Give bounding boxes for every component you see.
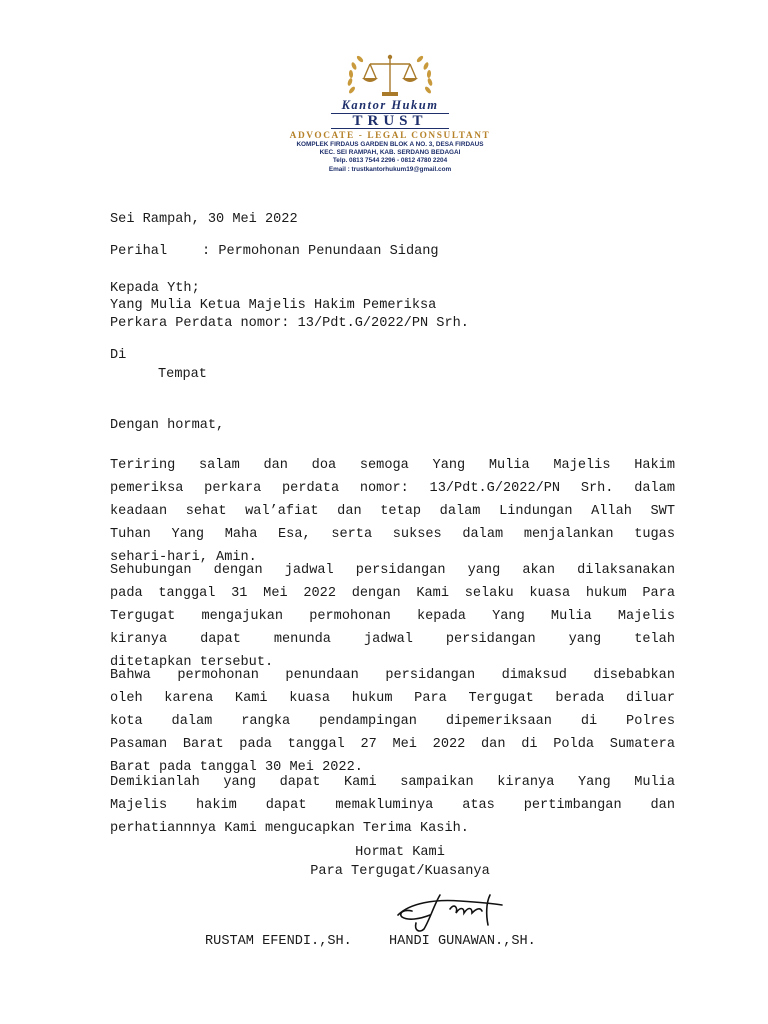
place-date: Sei Rampah, 30 Mei 2022 [110, 212, 298, 227]
letterhead-firm-name: TRUST [331, 113, 449, 129]
paragraph-3 [110, 664, 675, 779]
letterhead-kantor: Kantor Hukum [341, 98, 439, 112]
paragraph-3-line: oleh karena Kami kuasa hukum Para Tergugat berada diluar [110, 691, 675, 706]
recipient-line-2: Yang Mulia Ketua Majelis Hakim Pemeriksa [110, 298, 437, 313]
tempat-label: Tempat [158, 367, 207, 382]
subject-label: Perihal [110, 244, 168, 259]
recipient-line-3: Perkara Perdata nomor: 13/Pdt.G/2022/PN Srh. [110, 316, 469, 331]
paragraph-4-line: perhatiannnya Kami mengucapkan Terima Kasih. [110, 821, 469, 836]
closing-salutation: Hormat Kami [355, 845, 445, 860]
paragraph-1-line: keadaan sehat wal’afiat dan tetap dalam Lindungan Allah SWT [110, 504, 675, 519]
paragraph-2-line: pada tanggal 31 Mei 2022 dengan Kami selaku kuasa hukum Para [110, 586, 675, 601]
letterhead-address-2: KEC. SEI RAMPAH, KAB. SERDANG BEDAGAI [319, 149, 461, 157]
letterhead-address-1: KOMPLEK FIRDAUS GARDEN BLOK A NO. 3, DESA FIRDAUS [296, 141, 484, 148]
paragraph-1 [110, 454, 675, 569]
signer-2: HANDI GUNAWAN.,SH. [389, 934, 536, 949]
paragraph-2-line: Tergugat mengajukan permohonan kepada Yang Mulia Majelis [110, 609, 675, 624]
paragraph-3-line: kota dalam rangka pendampingan dipemeriksaan di Polres [110, 714, 675, 729]
paragraph-2-line: kiranya dapat menunda jadwal persidangan yang telah [110, 632, 675, 647]
paragraph-1-line: pemeriksa perkara perdata nomor: 13/Pdt.G/2022/PN Srh. dalam [110, 481, 675, 496]
scales-of-justice-logo [340, 50, 440, 100]
paragraph-1-line: Teriring salam dan doa semoga Yang Mulia Majelis Hakim [110, 458, 675, 473]
recipient-line-1: Kepada Yth; [110, 281, 200, 296]
paragraph-4 [110, 771, 675, 840]
paragraph-1-line: Tuhan Yang Maha Esa, serta sukses dalam menjalankan tugas [110, 527, 675, 542]
letterhead [255, 50, 525, 174]
paragraph-2-line: Sehubungan dengan jadwal persidangan yang akan dilaksanakan [110, 563, 675, 578]
paragraph-3-line: Pasaman Barat pada tanggal 27 Mei 2022 dan di Polda Sumatera [110, 737, 675, 752]
letterhead-phone: Telp. 0813 7544 2296 - 0812 4780 2204 [332, 157, 448, 165]
paragraph-2 [110, 559, 675, 674]
paragraph-4-line: Demikianlah yang dapat Kami sampaikan kiranya Yang Mulia [110, 775, 675, 790]
greeting: Dengan hormat, [110, 418, 225, 433]
subject-text: : Permohonan Penundaan Sidang [202, 244, 439, 259]
letterhead-subtitle: ADVOCATE - LEGAL CONSULTANT [289, 131, 491, 141]
signer-1: RUSTAM EFENDI.,SH. [205, 934, 352, 949]
paragraph-3-line: Barat pada tanggal 30 Mei 2022. [110, 760, 363, 775]
paragraph-4-line: Majelis hakim dapat memakluminya atas pertimbangan dan [110, 798, 675, 813]
paragraph-1-line: sehari-hari, Amin. [110, 550, 257, 565]
letterhead-email: Email : trustkantorhukum19@gmail.com [328, 165, 452, 173]
closing-role: Para Tergugat/Kuasanya [310, 864, 490, 879]
paragraph-2-line: ditetapkan tersebut. [110, 655, 274, 670]
paragraph-3-line: Bahwa permohonan penundaan persidangan dimaksud disebabkan [110, 668, 675, 683]
handwritten-signature [390, 885, 510, 935]
di-label: Di [110, 348, 127, 363]
